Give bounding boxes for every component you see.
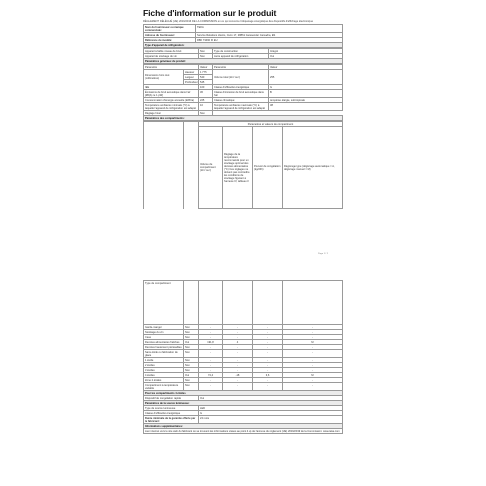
extra-section-heading: Informations supplémentaires: — [144, 424, 343, 429]
compartment-cell: 3,6 — [253, 373, 283, 378]
supplier-label: Nom du fournisseur ou marque commerciale: — [144, 25, 196, 33]
compartment-cell: - — [283, 363, 343, 368]
dimensions-label: Dimensions hors tout (millimètres) — [144, 70, 184, 85]
compartment-cell: - — [253, 325, 283, 330]
compartment-cell: - — [199, 358, 223, 363]
warranty-label: Durée minimale de la garantie offerte par le fabricant: — [144, 416, 199, 424]
light-value: LED — [199, 406, 343, 411]
blank-cell — [184, 281, 199, 325]
compartment-cell: Non — [184, 350, 199, 358]
energy-class-value: G — [269, 85, 343, 90]
compartment-group-heading: Paramètres et valeurs de compartiment — [199, 122, 343, 127]
compartment-cell: Stockage du vin — [144, 330, 184, 335]
compartment-cell: -18 — [223, 373, 253, 378]
blank-cell — [144, 122, 184, 209]
compartment-cell: Denrées hautement périssables — [145, 345, 182, 349]
comp-header-defrost: Dégivrage type (dégivrage automatique = A, dégivrage manuel = M) — [283, 127, 343, 209]
compartment-cell: - — [283, 335, 343, 340]
min-temp-value: 10 — [199, 103, 213, 111]
compartment-cell: - — [199, 368, 223, 373]
compartment-cell: M — [283, 373, 343, 378]
max-temp-label: Température ambiante maximale (°C) à laquelle l'appareil de réfrigération est adapté — [213, 103, 269, 111]
compartment-rows — [144, 325, 343, 391]
compartment-cell: Non — [184, 368, 199, 373]
compartment-cell: 191,8 — [199, 340, 223, 345]
compartment-cell: - — [199, 335, 223, 340]
winter-label: Réglage hiver — [144, 111, 199, 116]
extra-text: Lien internet vers le site web du fabricant où se trouvent les informations visées au point 4 a) de l'annexe du règlement (UE) 2019/2019 de la Commission: www.teka.com — [144, 429, 343, 434]
blank-cell — [184, 122, 199, 209]
type-table — [143, 48, 343, 64]
compartment-cell: - — [253, 383, 283, 391]
compartment-cell: 74,4 — [199, 373, 223, 378]
noise-label: Émissions de bruit acoustique dans l'air [dB(A) re 1 pW] — [144, 90, 199, 98]
compartment-cell: Oui — [184, 373, 199, 378]
type-cell: Type de construction — [213, 49, 269, 54]
table-row — [144, 383, 343, 391]
compartment-cell: Garde-manger — [144, 325, 184, 330]
compartment-cell: - — [223, 325, 253, 330]
blank-cell — [253, 281, 283, 325]
compartment-cell: Zone 2 étoiles — [144, 378, 184, 383]
compartment-cell: M — [283, 340, 343, 345]
compartment-cell: - — [253, 378, 283, 383]
identity-table — [143, 24, 343, 48]
light-section-heading: Paramètres de la source lumineuse: — [144, 401, 343, 406]
climate-value: tempérée élargie, subtropicale — [269, 98, 343, 103]
type-cell: Oui — [269, 54, 343, 59]
dim-name: Profondeur — [185, 80, 198, 84]
compartment-cell: - — [283, 345, 343, 350]
noise-class-label: Classe d'émission de bruit acoustique dans l'air — [213, 90, 269, 98]
volume-value: 255 — [269, 70, 343, 85]
page-number: Page 1 / 2 — [318, 253, 328, 255]
compartment-table — [143, 280, 343, 434]
warranty-value: 24 mois — [199, 416, 343, 424]
comp-header-type: Type de compartiment — [144, 281, 184, 325]
winter-value: Non — [199, 111, 213, 116]
comp-header-temperature: Réglage de la température recommandé pour un stockage optimal des denrées alimentaires (°C) Ces réglages ne doivent pas contredire les conditions de stockage figurant à l'annexe IV, tableau 3 — [223, 127, 253, 209]
compartment-cell: - — [199, 363, 223, 368]
consumption-value: 225 — [199, 98, 213, 103]
min-temp-label: Température ambiante minimale (°C) à laquelle l'appareil de réfrigération est adapté — [144, 103, 199, 111]
compartment-cell: Non — [184, 383, 199, 391]
compartment-cell: - — [283, 378, 343, 383]
param-header: Valeur — [269, 65, 343, 70]
compartment-cell: - — [223, 383, 253, 391]
compartment-cell: - — [253, 350, 283, 358]
supplier-value: TEKA — [196, 25, 343, 33]
dim-value: 540 — [199, 75, 213, 80]
param-header: Valeur — [199, 65, 213, 70]
compartment-cell: Non — [184, 335, 199, 340]
eei-value: 100 — [199, 85, 213, 90]
compartment-cell: - — [283, 383, 343, 391]
type-cell: Appareil de stockage du vin — [144, 54, 199, 59]
max-temp-value: 38 — [269, 103, 343, 111]
compartment-cell: - — [283, 325, 343, 330]
compartment-cell: Non — [184, 325, 199, 330]
compartment-cell: Sans étoile ou fabrication de glace — [144, 350, 184, 358]
type-cell: Autre appareil de réfrigération — [213, 54, 269, 59]
compartment-cell: Denrées alimentaires fraîches — [144, 340, 184, 345]
compartment-cell: - — [223, 350, 253, 358]
compartment-cell: Oui — [184, 340, 199, 345]
table-row — [144, 350, 343, 358]
compartment-cell: Non — [184, 358, 199, 363]
compartment-header-table — [143, 121, 343, 209]
regulation-text: RÈGLEMENT DÉLÉGUÉ (UE) 2019/2016 DE LA COMMISSION en ce qui concerne l'étiquetage énergétique des dispositifs d'affichage électronique — [143, 20, 314, 23]
comp-header-volume: Volume de compartiment (dm³ ou l) — [199, 127, 223, 209]
page-title: Fiche d'information sur le produit — [143, 8, 277, 18]
compartment-cell: 2 étoiles — [144, 363, 184, 368]
noise-value: 36 — [199, 90, 213, 98]
compartment-cell: Non — [184, 363, 199, 368]
dim-name: Hauteur — [184, 70, 199, 75]
compartment-cell: - — [199, 350, 223, 358]
compartment-cell: - — [253, 358, 283, 363]
dim-name: Largeur — [184, 75, 199, 80]
compartment-cell: - — [253, 335, 283, 340]
light-value: G — [199, 411, 343, 416]
compartment-cell: - — [199, 325, 223, 330]
energy-class-label: Classe d'efficacité énergétique — [213, 85, 269, 90]
compartment-cell: Cave — [144, 335, 184, 340]
compartment-cell: - — [283, 368, 343, 373]
compartment-cell: - — [223, 363, 253, 368]
eei-label: IEE — [144, 85, 199, 90]
compartment-cell: - — [283, 330, 343, 335]
comp-header-freezing: Pouvoir de congélation (kg/24h) — [253, 127, 283, 209]
compartment-cell: - — [253, 345, 283, 350]
param-header: Paramètre — [144, 65, 199, 70]
compartment-cell: - — [223, 378, 253, 383]
type-cell: Intégré — [269, 49, 343, 54]
compartment-cell: - — [223, 358, 253, 363]
model-label: Référence du modèle: — [144, 38, 196, 43]
compartment-cell: 3 étoiles — [144, 368, 184, 373]
compartment-cell: - — [199, 330, 223, 335]
light-label: Type de source lumineuse — [144, 406, 199, 411]
compartment-cell: - — [199, 383, 223, 391]
compartment-cell: 1 étoile — [144, 358, 184, 363]
compartment-cell: Non — [184, 345, 199, 350]
compartment-cell: - — [253, 340, 283, 345]
compartment-cell: - — [283, 358, 343, 363]
compartment-cell: - — [253, 368, 283, 373]
compartment-cell: - — [223, 368, 253, 373]
type-section-heading: Type d'appareil de réfrigération: — [144, 43, 343, 48]
compartment-cell: - — [223, 335, 253, 340]
sheet-page-1 — [143, 8, 343, 209]
blank-cell — [199, 281, 223, 325]
compartment-cell: - — [283, 350, 343, 358]
compartment-cell: Compartiment à température variable — [144, 383, 184, 391]
frost-label: Dispositif de congélation rapide — [144, 396, 199, 401]
type-cell: Appareil à faible niveau de bruit — [144, 49, 199, 54]
blank-cell — [283, 281, 343, 325]
model-value: RBF 73460 FI EU — [196, 38, 343, 43]
general-params-table — [143, 64, 343, 121]
compartment-cell: - — [223, 330, 253, 335]
light-label: Classe d'efficacité énergétique — [144, 411, 199, 416]
compartment-cell: 4 étoiles — [144, 373, 184, 378]
compartment-cell: - — [253, 330, 283, 335]
compartment-cell: - — [223, 345, 253, 350]
blank-cell — [223, 281, 253, 325]
sheet-page-2 — [143, 280, 343, 434]
dim-value: 1 775 — [199, 70, 213, 75]
compartment-cell: Non — [184, 330, 199, 335]
compartment-cell: - — [253, 363, 283, 368]
dim-value: 545 — [199, 80, 213, 85]
type-cell: Non — [199, 54, 213, 59]
address-value: Service Relations clients, Cuzo 17, 28861 Guissender Camadra, ES — [196, 33, 343, 38]
compartment-section-heading: Paramètres des compartiments: — [144, 116, 343, 121]
climate-label: Classe climatique: — [213, 98, 269, 103]
address-label: Adresse du fournisseur: — [144, 33, 196, 38]
param-header: Paramètre — [213, 65, 269, 70]
compartment-cell: 4 — [223, 340, 253, 345]
noise-class-value: B — [269, 90, 343, 98]
frost-section-heading: Pour les compartiments 4 étoiles — [144, 391, 343, 396]
compartment-cell: - — [199, 345, 223, 350]
frost-value: Oui — [199, 396, 343, 401]
general-section-heading: Paramètres généraux du produit: — [144, 59, 343, 64]
consumption-label: Consommation d'énergie annuelle (kWh/a) — [144, 98, 199, 103]
compartment-cell: - — [199, 378, 223, 383]
volume-label: Volume total (dm³ ou l) — [213, 70, 269, 85]
type-cell: Non — [199, 49, 213, 54]
compartment-cell: Non — [184, 378, 199, 383]
